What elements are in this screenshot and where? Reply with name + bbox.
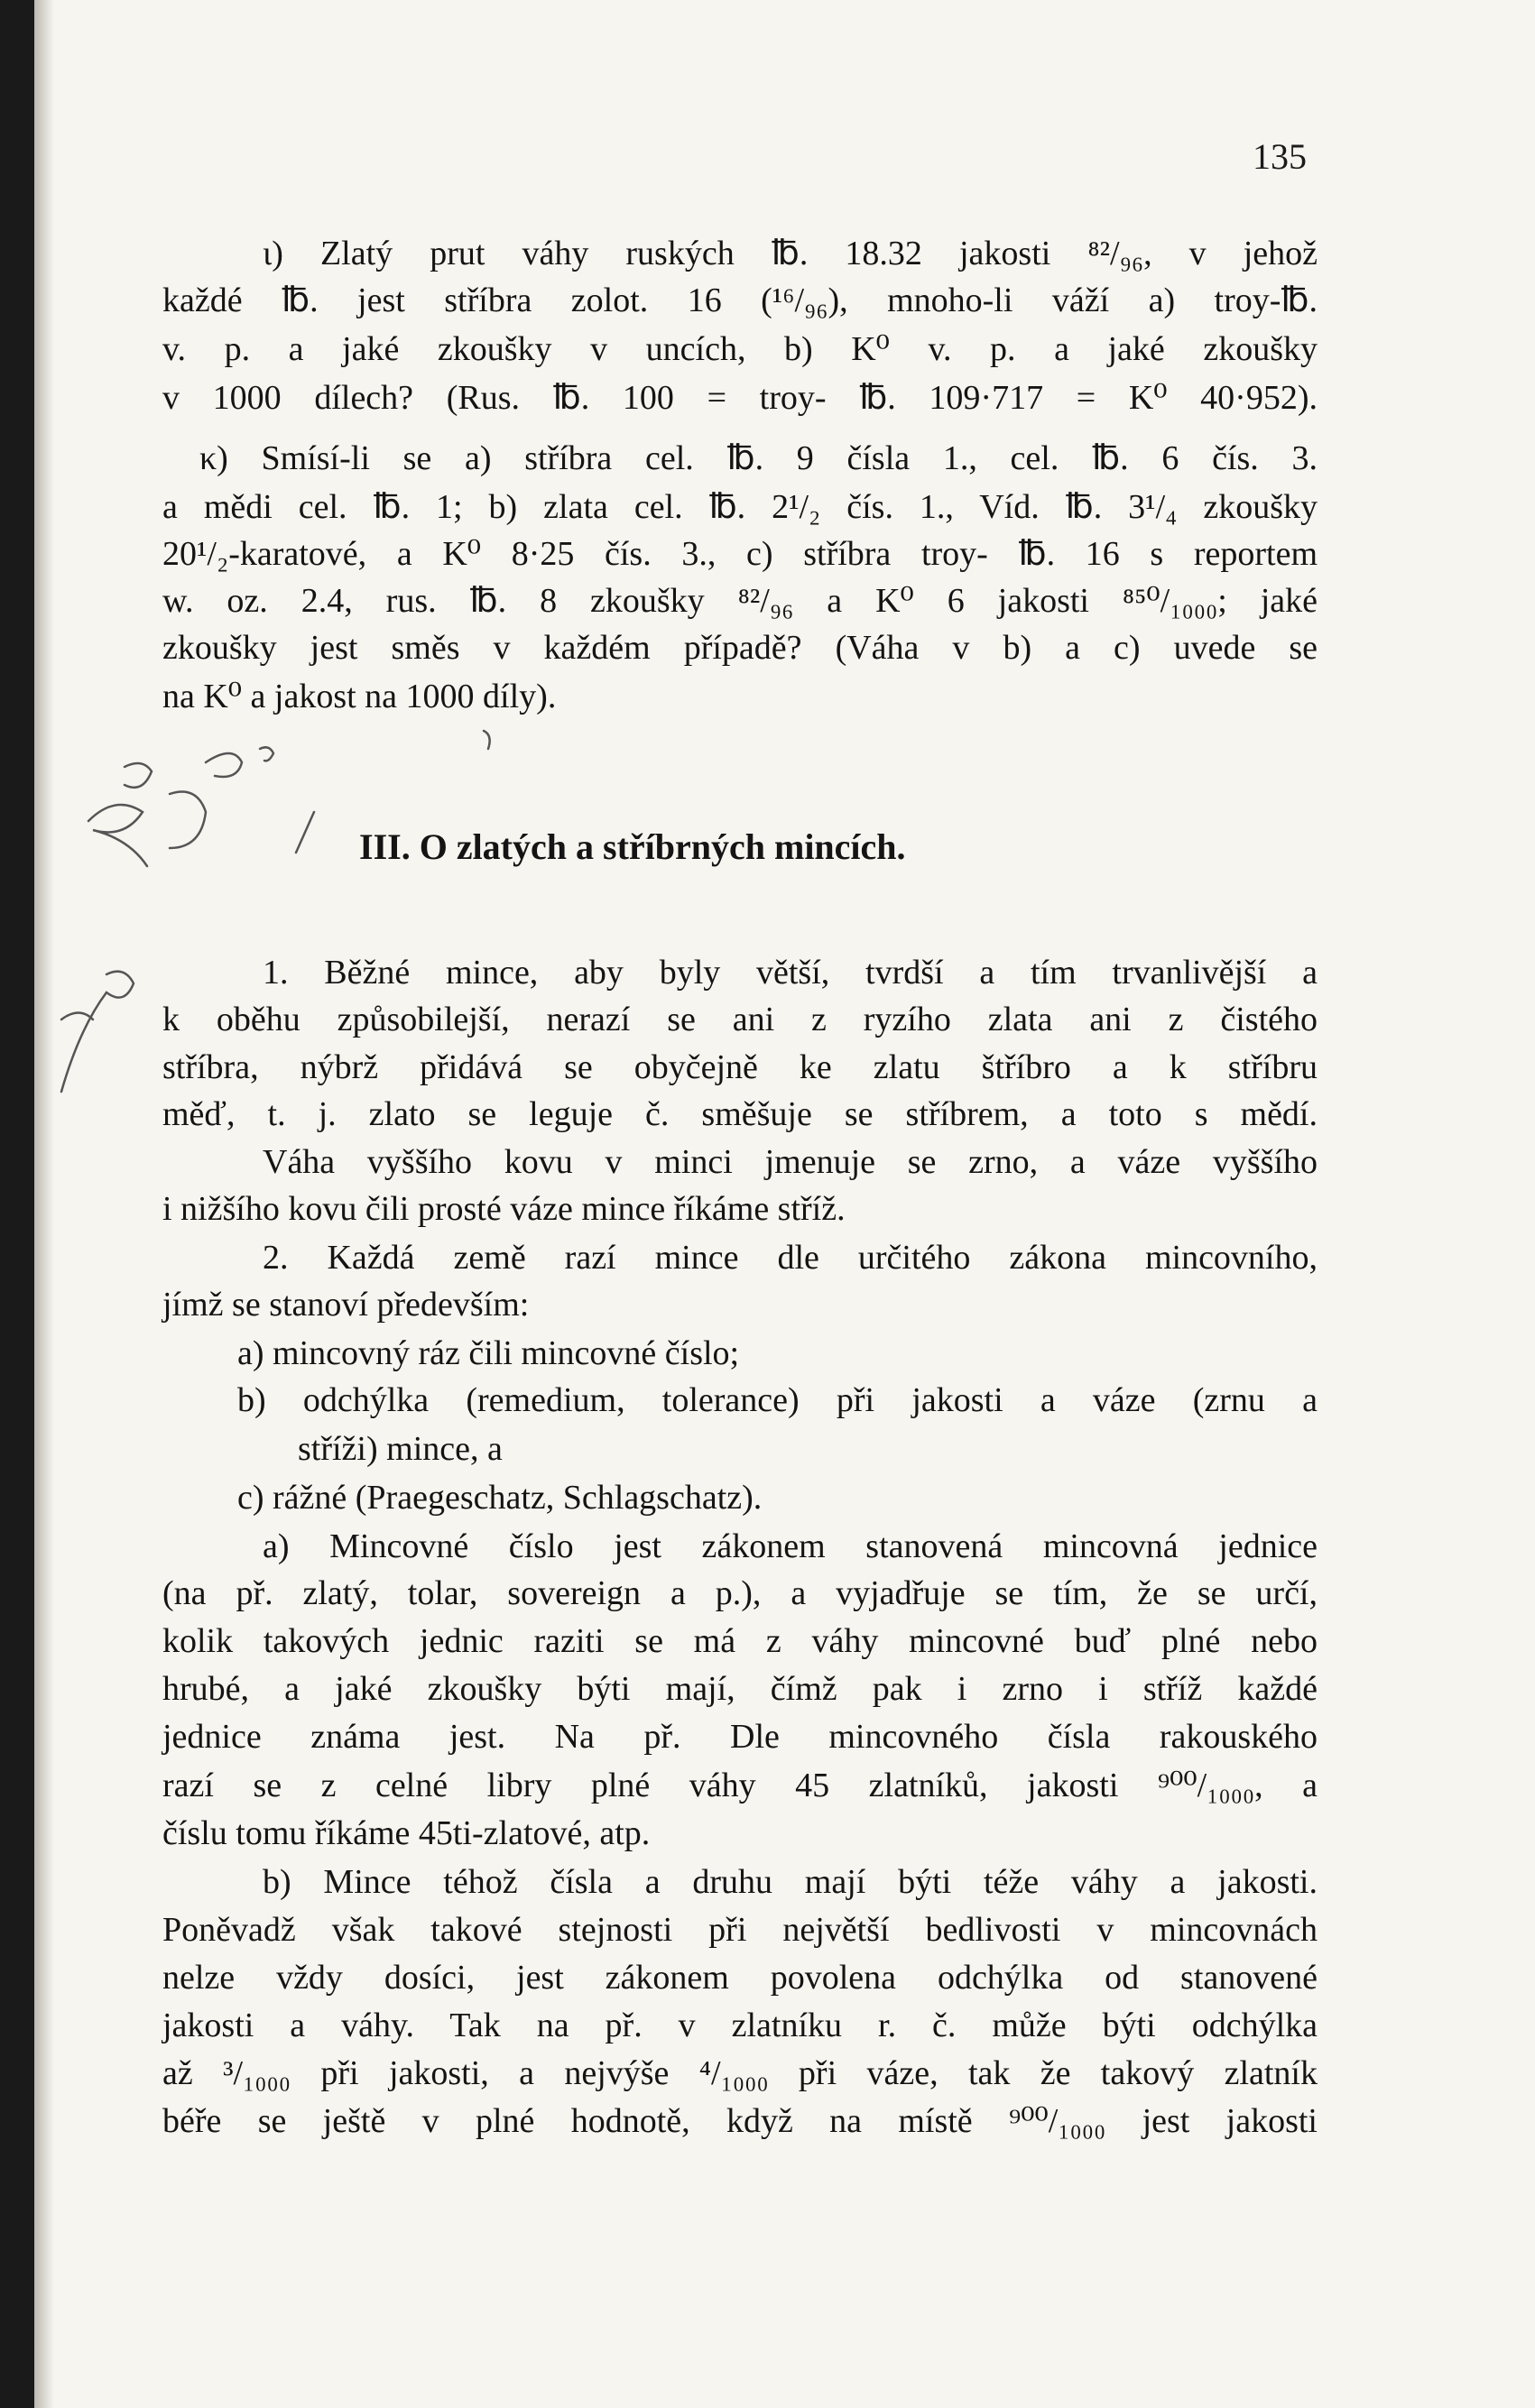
text-line: každé ℔. jest stříbra zolot. 16 (¹⁶/₉₆), mnoho-li váží a) troy-℔. — [162, 281, 1318, 319]
text-line: b) Mince téhož čísla a druhu mají býti téže váhy a jakosti. — [263, 1863, 1318, 1901]
text-line: a) Mincovné číslo jest zákonem stanovená mincovná jednice — [263, 1527, 1318, 1565]
text-line: až ³/₁₀₀₀ při jakosti, a nejvýše ⁴/₁₀₀₀ při váze, tak že takový zlatník — [162, 2054, 1318, 2092]
text-line: (na př. zlatý, tolar, sovereign a p.), a vyjadřuje se tím, že se určí, — [162, 1574, 1318, 1612]
text-line: stříbra, nýbrž přidává se obyčejně ke zlatu štříbro a k stříbru — [162, 1048, 1318, 1086]
text-line: v. p. a jaké zkoušky v uncích, b) K⁰ v. p. a jaké zkoušky — [162, 330, 1318, 368]
text-line: číslu tomu říkáme 45ti-zlatové, atp. — [162, 1814, 651, 1852]
text-line: i nižšího kovu čili prosté váze mince říkáme stříž. — [162, 1190, 846, 1228]
list-item: c) rážné (Praegeschatz, Schlagschatz). — [237, 1479, 763, 1517]
text-line: jednice známa jest. Na př. Dle mincovného čísla rakouského — [162, 1718, 1318, 1756]
text-line: béře se ještě v plné hodnotě, když na místě ⁹⁰⁰/₁₀₀₀ jest jakosti — [162, 2102, 1318, 2140]
text-line: kolik takových jednic raziti se má z váhy mincovné buď plné nebo — [162, 1622, 1318, 1660]
text-line: κ) Smísí-li se a) stříbra cel. ℔. 9 čísla 1., cel. ℔. 6 čís. 3. — [199, 439, 1318, 477]
text-line: jakosti a váhy. Tak na př. v zlatníku r. č. může býti odchýlka — [162, 2007, 1318, 2044]
text-line: 20¹/₂-karatové, a K⁰ 8·25 čís. 3., c) stříbra troy- ℔. 16 s reportem — [162, 535, 1318, 573]
list-item: b) odchýlka (remedium, tolerance) při jakosti a váze (zrnu a — [237, 1381, 1318, 1419]
pencil-mark — [475, 722, 511, 758]
text-line: nelze vždy dosíci, jest zákonem povolena odchýlka od stanovené — [162, 1959, 1318, 1997]
text-line: ι) Zlatý prut váhy ruských ℔. 18.32 jakosti ⁸²/₉₆, v jehož — [263, 235, 1318, 272]
text-line: na K⁰ a jakost na 1000 díly). — [162, 678, 557, 715]
text-line: stříži) mince, a — [298, 1430, 503, 1468]
page-edge-shadow — [34, 0, 54, 2408]
text-line: měď, t. j. zlato se leguje č. směšuje se stříbrem, a toto s mědí. — [162, 1095, 1318, 1133]
text-line: 2. Každá země razí mince dle určitého zákona mincovního, — [263, 1239, 1318, 1277]
text-line: hrubé, a jaké zkoušky býti mají, čímž pak i zrno i stříž každé — [162, 1670, 1318, 1708]
handwritten-annotation — [43, 956, 152, 1101]
text-line: Váha vyššího kovu v minci jmenuje se zrno, a váze vyššího — [263, 1143, 1318, 1181]
handwritten-annotation — [70, 731, 368, 911]
text-line: k oběhu způsobilejší, nerazí se ani z ryzího zlata ani z čistého — [162, 1001, 1318, 1038]
text-line: w. oz. 2.4, rus. ℔. 8 zkoušky ⁸²/₉₆ a K⁰ 6 jakosti ⁸⁵⁰/₁₀₀₀; jaké — [162, 582, 1318, 620]
section-heading: III. O zlatých a stříbrných mincích. — [359, 826, 906, 867]
text-line: jímž se stanoví především: — [162, 1286, 530, 1324]
text-line: razí se z celné libry plné váhy 45 zlatníků, jakosti ⁹⁰⁰/₁₀₀₀, a — [162, 1767, 1318, 1804]
text-line: v 1000 dílech? (Rus. ℔. 100 = troy- ℔. 109·717 = K⁰ 40·952). — [162, 379, 1318, 417]
page-number: 135 — [1253, 136, 1307, 177]
text-line: zkoušky jest směs v každém případě? (Váha v b) a c) uvede se — [162, 629, 1318, 667]
book-page — [34, 0, 1535, 2408]
text-line: 1. Běžné mince, aby byly větší, tvrdší a tím trvanlivější a — [263, 954, 1318, 992]
text-line: Poněvadž však takové stejnosti při největší bedlivosti v mincovnách — [162, 1911, 1318, 1949]
list-item: a) mincovný ráz čili mincovné číslo; — [237, 1334, 740, 1372]
text-line: a mědi cel. ℔. 1; b) zlata cel. ℔. 2¹/₂ čís. 1., Víd. ℔. 3¹/₄ zkoušky — [162, 488, 1318, 526]
